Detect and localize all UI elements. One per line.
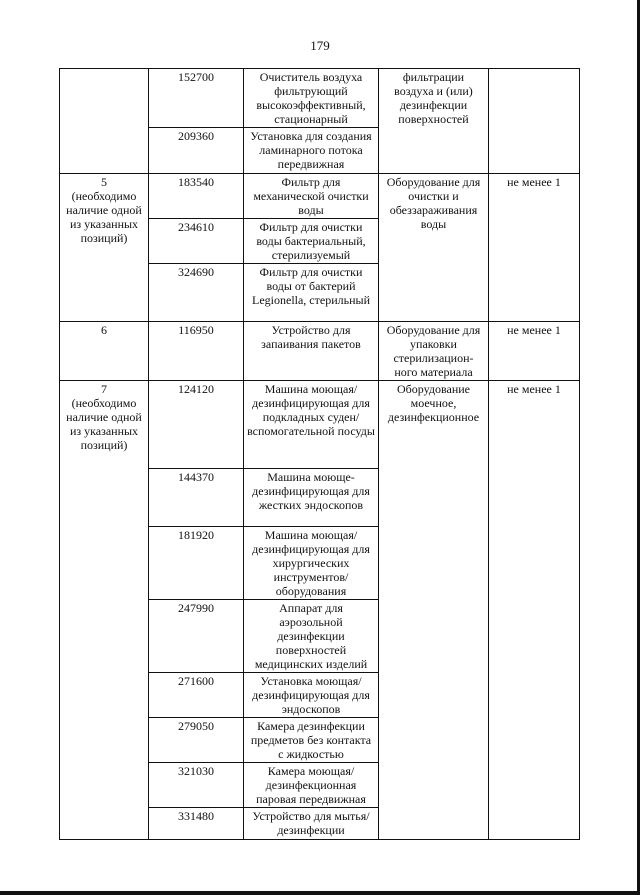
- function-cell: Оборудование моечное, дезинфекционное: [379, 381, 489, 840]
- name-cell: Фильтр для очистки воды от бактерий Legionella, стерильный: [244, 264, 379, 322]
- code-cell: 183540: [149, 174, 244, 219]
- group-number: 7: [101, 382, 107, 396]
- name-cell: Очиститель воздуха фильтрующий высокоэффективный, стационарный: [244, 69, 379, 128]
- quantity-cell: не менее 1: [489, 322, 580, 381]
- name-cell: Аппарат для аэрозольной дезинфекции поверхностей медицинских изделий: [244, 600, 379, 673]
- table-row: [60, 174, 580, 219]
- group-number: 5: [101, 175, 107, 189]
- code-cell: 209360: [149, 128, 244, 174]
- group-note: (необходимо наличие одной из указанных позиций): [66, 189, 142, 245]
- name-cell: Устройство для запаивания пакетов: [244, 322, 379, 381]
- name-cell: Машина моюще-дезинфицирующая для жестких эндоскопов: [244, 469, 379, 527]
- scan-border-bottom: [0, 891, 640, 895]
- name-cell: Машина моющая/ дезинфицирующая для хирургических инструментов/ оборудования: [244, 527, 379, 600]
- equipment-table: [59, 68, 580, 840]
- name-cell: Устройство для мытья/дезинфекции: [244, 808, 379, 840]
- name-cell: Фильтр для механической очистки воды: [244, 174, 379, 219]
- name-cell: Установка для создания ламинарного потока передвижная: [244, 128, 379, 174]
- name-cell: Машина моющая/ дезинфицирующая для подкладных суден/ вспомогательной посуды: [244, 381, 379, 469]
- group-number: 6: [101, 323, 107, 337]
- quantity-cell: не менее 1: [489, 381, 580, 840]
- name-cell: Установка моющая/ дезинфицирующая для эндоскопов: [244, 673, 379, 718]
- code-cell: 116950: [149, 322, 244, 381]
- function-cell: Оборудование для очистки и обеззараживания воды: [379, 174, 489, 322]
- group-number-cell: [60, 381, 149, 840]
- code-cell: 279050: [149, 718, 244, 763]
- quantity-cell: [489, 69, 580, 174]
- group-number-cell: [60, 69, 149, 174]
- quantity-cell: не менее 1: [489, 174, 580, 322]
- group-note: (необходимо наличие одной из указанных позиций): [66, 396, 142, 452]
- code-cell: 124120: [149, 381, 244, 469]
- code-cell: 271600: [149, 673, 244, 718]
- group-number-cell: [60, 174, 149, 322]
- table-row: [60, 381, 580, 469]
- code-cell: 181920: [149, 527, 244, 600]
- code-cell: 331480: [149, 808, 244, 840]
- code-cell: 324690: [149, 264, 244, 322]
- code-cell: 321030: [149, 763, 244, 808]
- name-cell: Камера дезинфекции предметов без контакта с жидкостью: [244, 718, 379, 763]
- group-number-cell: [60, 322, 149, 381]
- table-row: [60, 322, 580, 381]
- code-cell: 247990: [149, 600, 244, 673]
- table-row: [60, 69, 580, 128]
- name-cell: Камера моющая/ дезинфекционная паровая передвижная: [244, 763, 379, 808]
- function-cell: фильтрации воздуха и (или) дезинфекции поверхностей: [379, 69, 489, 174]
- code-cell: 144370: [149, 469, 244, 527]
- code-cell: 152700: [149, 69, 244, 128]
- page-number: 179: [310, 38, 330, 53]
- name-cell: Фильтр для очистки воды бактериальный, стерилизуемый: [244, 219, 379, 264]
- code-cell: 234610: [149, 219, 244, 264]
- function-cell: Оборудование для упаковки стерилизацион-ного материала: [379, 322, 489, 381]
